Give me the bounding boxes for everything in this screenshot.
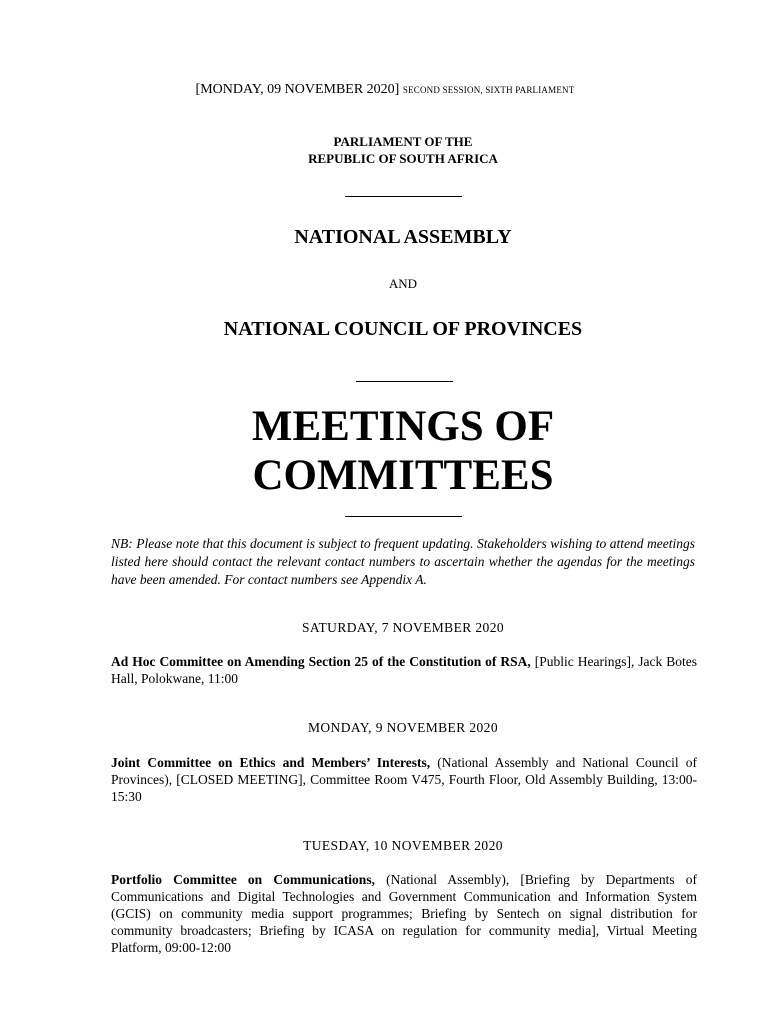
header-session: SECOND SESSION, SIXTH PARLIAMENT <box>402 85 575 95</box>
nb-note: NB: Please note that this document is subject to frequent updating. Stakeholders wishing to attend meetings listed here should contact the relevant contact numbers to ascertain whether the agendas for the meetings have been amended. For contact numbers see Appendix A. <box>111 536 695 587</box>
and-text: AND <box>388 276 418 291</box>
day-heading-2: MONDAY, 9 NOVEMBER 2020 <box>308 720 498 735</box>
committee-name-2: Joint Committee on Ethics and Members’ Interests, <box>111 755 431 770</box>
document-header <box>0 82 770 98</box>
meeting-entry-3 <box>111 871 697 956</box>
divider-1 <box>345 196 462 197</box>
meeting-entry-1 <box>111 653 697 687</box>
meeting-details-1: [Public Hearings], Jack Botes Hall, Polokwane, 11:00 <box>111 654 697 686</box>
parliament-line-1: PARLIAMENT OF THE <box>333 134 473 149</box>
national-assembly-heading: NATIONAL ASSEMBLY <box>294 226 512 248</box>
divider-2 <box>356 381 453 382</box>
title-line-2: COMMITTEES <box>252 452 554 499</box>
parliament-heading <box>0 133 770 167</box>
day-heading-1: SATURDAY, 7 NOVEMBER 2020 <box>301 620 505 635</box>
meeting-details-2: (National Assembly and National Council of Provinces), [CLOSED MEETING], Committee Room V475, Fourth Floor, Old Assembly Building, 13:00-15:30 <box>111 755 697 804</box>
committee-name-3: Portfolio Committee on Communications, <box>111 872 375 887</box>
page-title <box>0 402 770 500</box>
day-heading-3: TUESDAY, 10 NOVEMBER 2020 <box>303 838 503 853</box>
ncop-heading: NATIONAL COUNCIL OF PROVINCES <box>223 318 583 340</box>
meeting-entry-2 <box>111 754 697 805</box>
title-line-1: MEETINGS OF <box>251 403 555 450</box>
divider-3 <box>345 516 462 517</box>
committee-name-1: Ad Hoc Committee on Amending Section 25 of the Constitution of RSA, <box>111 654 531 669</box>
meeting-details-3: (National Assembly), [Briefing by Departments of Communications and Digital Technologies and Government Communication and Information System (GCIS) on community media support programmes; Briefing by Sentech on signal distribution for community broadcasters; Briefing by ICASA on regulation for community media], Virtual Meeting Platform, 09:00-12:00 <box>111 872 697 955</box>
parliament-line-2: REPUBLIC OF SOUTH AFRICA <box>308 151 498 166</box>
header-date: [MONDAY, 09 NOVEMBER 2020] <box>195 82 400 97</box>
